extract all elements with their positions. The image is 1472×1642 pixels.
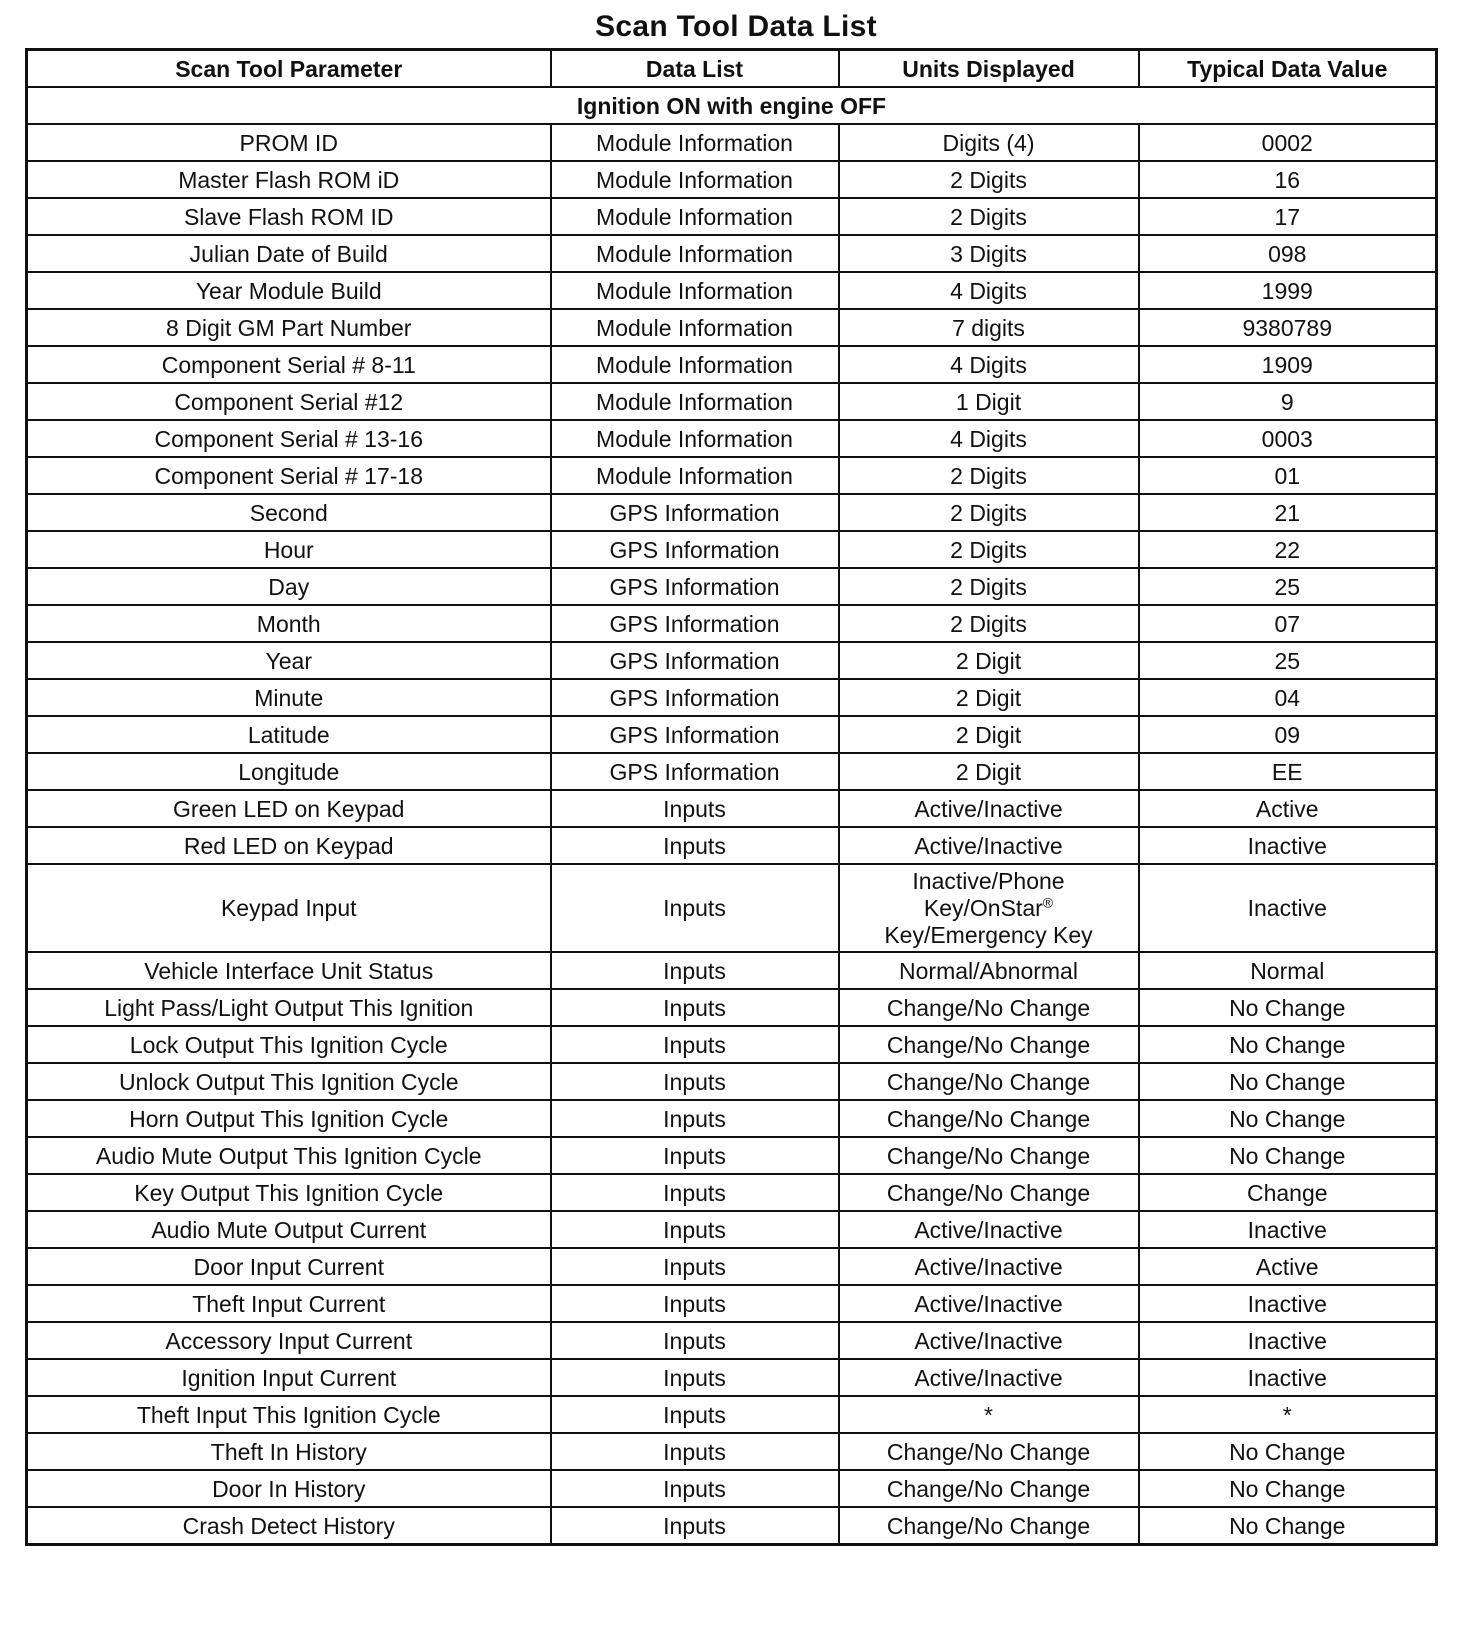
cell-units-displayed: Active/Inactive [839,1211,1139,1248]
cell-data-list: Module Information [551,124,839,161]
cell-typical-value: Active [1139,790,1437,827]
cell-units-displayed: 4 Digits [839,272,1139,309]
cell-parameter: Vehicle Interface Unit Status [27,952,551,989]
cell-units-displayed: Normal/Abnormal [839,952,1139,989]
cell-parameter: Slave Flash ROM ID [27,198,551,235]
cell-data-list: GPS Information [551,568,839,605]
table-row [27,1322,1437,1359]
cell-parameter: Minute [27,679,551,716]
cell-units-displayed: Active/Inactive [839,827,1139,864]
cell-typical-value: Active [1139,1248,1437,1285]
cell-typical-value: 01 [1139,457,1437,494]
table-row [27,531,1437,568]
cell-data-list: Inputs [551,1248,839,1285]
cell-typical-value: 22 [1139,531,1437,568]
cell-data-list: Module Information [551,346,839,383]
cell-data-list: GPS Information [551,605,839,642]
cell-parameter: PROM ID [27,124,551,161]
cell-typical-value: 04 [1139,679,1437,716]
table-row [27,1396,1437,1433]
cell-data-list: Inputs [551,1174,839,1211]
cell-parameter: Second [27,494,551,531]
table-row [27,383,1437,420]
cell-typical-value: 21 [1139,494,1437,531]
cell-typical-value: Normal [1139,952,1437,989]
cell-typical-value: 1999 [1139,272,1437,309]
cell-data-list: Inputs [551,827,839,864]
cell-typical-value: 17 [1139,198,1437,235]
cell-parameter: Component Serial # 8-11 [27,346,551,383]
cell-parameter: Year [27,642,551,679]
table-body [27,87,1437,1545]
cell-units-displayed: 2 Digits [839,457,1139,494]
cell-data-list: GPS Information [551,679,839,716]
cell-units-displayed: 2 Digit [839,679,1139,716]
cell-typical-value: Inactive [1139,1211,1437,1248]
table-row [27,1100,1437,1137]
cell-parameter: 8 Digit GM Part Number [27,309,551,346]
cell-typical-value: 0003 [1139,420,1437,457]
table-row [27,124,1437,161]
cell-parameter: Component Serial # 17-18 [27,457,551,494]
cell-parameter: Theft Input Current [27,1285,551,1322]
table-row [27,494,1437,531]
cell-data-list: Inputs [551,1285,839,1322]
table-row [27,1026,1437,1063]
table-row [27,198,1437,235]
table-row [27,1507,1437,1545]
cell-units-displayed: 7 digits [839,309,1139,346]
cell-units-displayed: Change/No Change [839,1026,1139,1063]
cell-typical-value: No Change [1139,1137,1437,1174]
cell-parameter: Master Flash ROM iD [27,161,551,198]
cell-units-displayed: 2 Digit [839,642,1139,679]
cell-data-list: GPS Information [551,494,839,531]
cell-units-displayed: 2 Digits [839,605,1139,642]
section-row [27,87,1437,124]
cell-data-list: Inputs [551,952,839,989]
cell-parameter: Light Pass/Light Output This Ignition [27,989,551,1026]
header-row [27,50,1437,88]
cell-typical-value: Inactive [1139,1359,1437,1396]
cell-units-displayed: Change/No Change [839,1137,1139,1174]
cell-typical-value: Inactive [1139,1322,1437,1359]
units-line: Inactive/Phone [912,867,1065,894]
cell-parameter: Julian Date of Build [27,235,551,272]
cell-typical-value: No Change [1139,1026,1437,1063]
cell-units-displayed: Active/Inactive [839,1359,1139,1396]
cell-data-list: Inputs [551,1137,839,1174]
cell-typical-value: Inactive [1139,864,1437,952]
cell-units-displayed: Change/No Change [839,1470,1139,1507]
units-line: Key/Emergency Key [884,921,1093,948]
cell-parameter: Audio Mute Output This Ignition Cycle [27,1137,551,1174]
cell-data-list: Module Information [551,383,839,420]
cell-typical-value: 25 [1139,642,1437,679]
cell-units-displayed: 2 Digits [839,494,1139,531]
cell-units-displayed: 1 Digit [839,383,1139,420]
cell-typical-value: Inactive [1139,827,1437,864]
table-row [27,827,1437,864]
cell-units-displayed: Active/Inactive [839,1248,1139,1285]
table-row [27,420,1437,457]
table-row [27,716,1437,753]
cell-units-displayed [839,864,1139,952]
registered-mark: ® [1042,893,1054,910]
scan-tool-data-table [25,48,1438,1546]
cell-parameter: Key Output This Ignition Cycle [27,1174,551,1211]
cell-typical-value: No Change [1139,989,1437,1026]
cell-typical-value: EE [1139,753,1437,790]
cell-data-list: Module Information [551,309,839,346]
cell-parameter: Year Module Build [27,272,551,309]
cell-data-list: Module Information [551,198,839,235]
cell-typical-value: 9380789 [1139,309,1437,346]
cell-parameter: Component Serial #12 [27,383,551,420]
table-row [27,1359,1437,1396]
cell-parameter: Horn Output This Ignition Cycle [27,1100,551,1137]
cell-units-displayed: 2 Digit [839,753,1139,790]
cell-parameter: Longitude [27,753,551,790]
cell-typical-value: No Change [1139,1433,1437,1470]
header-scan-tool-parameter: Scan Tool Parameter [27,50,551,88]
table-row [27,1285,1437,1322]
cell-data-list: Inputs [551,1470,839,1507]
table-row [27,1248,1437,1285]
cell-units-displayed: 4 Digits [839,420,1139,457]
units-line: Key/OnStar [923,894,1043,921]
cell-units-displayed: Active/Inactive [839,1322,1139,1359]
cell-parameter: Ignition Input Current [27,1359,551,1396]
table-row [27,235,1437,272]
table-row [27,1174,1437,1211]
cell-data-list: GPS Information [551,716,839,753]
table-row [27,1211,1437,1248]
cell-parameter: Day [27,568,551,605]
cell-data-list: Inputs [551,1100,839,1137]
cell-parameter: Theft Input This Ignition Cycle [27,1396,551,1433]
table-row [27,457,1437,494]
cell-data-list: Inputs [551,1211,839,1248]
cell-parameter: Theft In History [27,1433,551,1470]
table-row [27,1063,1437,1100]
header-data-list: Data List [551,50,839,88]
table-row [27,1470,1437,1507]
table-row [27,605,1437,642]
cell-units-displayed: 2 Digit [839,716,1139,753]
table-row [27,161,1437,198]
table-row [27,272,1437,309]
table-row [27,864,1437,952]
cell-data-list: GPS Information [551,753,839,790]
cell-typical-value: 07 [1139,605,1437,642]
cell-units-displayed: Change/No Change [839,1174,1139,1211]
cell-parameter: Month [27,605,551,642]
cell-units-displayed: Change/No Change [839,989,1139,1026]
cell-units-displayed: Active/Inactive [839,1285,1139,1322]
cell-parameter: Door In History [27,1470,551,1507]
cell-typical-value: 098 [1139,235,1437,272]
cell-data-list: Module Information [551,235,839,272]
table-row [27,679,1437,716]
cell-parameter: Component Serial # 13-16 [27,420,551,457]
cell-typical-value: No Change [1139,1100,1437,1137]
cell-units-displayed: 3 Digits [839,235,1139,272]
cell-data-list: Inputs [551,1322,839,1359]
cell-data-list: Inputs [551,1433,839,1470]
header-typical-data-value: Typical Data Value [1139,50,1437,88]
cell-typical-value: 25 [1139,568,1437,605]
table-row [27,790,1437,827]
cell-typical-value: 16 [1139,161,1437,198]
section-label: Ignition ON with engine OFF [27,87,1437,124]
table-row [27,952,1437,989]
cell-data-list: Inputs [551,1507,839,1545]
cell-typical-value: No Change [1139,1063,1437,1100]
cell-parameter: Red LED on Keypad [27,827,551,864]
cell-data-list: Module Information [551,272,839,309]
cell-units-displayed: Change/No Change [839,1433,1139,1470]
cell-typical-value: 09 [1139,716,1437,753]
cell-data-list: Inputs [551,1026,839,1063]
cell-typical-value: 9 [1139,383,1437,420]
cell-data-list: Inputs [551,989,839,1026]
cell-data-list: GPS Information [551,642,839,679]
cell-parameter: Latitude [27,716,551,753]
cell-units-displayed: Change/No Change [839,1063,1139,1100]
cell-data-list: Module Information [551,457,839,494]
cell-units-displayed: 2 Digits [839,531,1139,568]
cell-data-list: Inputs [551,790,839,827]
cell-units-displayed: 4 Digits [839,346,1139,383]
table-row [27,346,1437,383]
cell-units-displayed: 2 Digits [839,161,1139,198]
cell-data-list: GPS Information [551,531,839,568]
cell-typical-value: 1909 [1139,346,1437,383]
cell-units-displayed: Change/No Change [839,1100,1139,1137]
table-row [27,642,1437,679]
cell-units-displayed: Active/Inactive [839,790,1139,827]
cell-units-displayed: Digits (4) [839,124,1139,161]
cell-typical-value: Inactive [1139,1285,1437,1322]
page-title: Scan Tool Data List [595,10,877,43]
cell-parameter: Lock Output This Ignition Cycle [27,1026,551,1063]
cell-typical-value: No Change [1139,1470,1437,1507]
cell-units-displayed: 2 Digits [839,568,1139,605]
cell-typical-value: Change [1139,1174,1437,1211]
cell-parameter: Accessory Input Current [27,1322,551,1359]
table-row [27,1137,1437,1174]
table-row [27,1433,1437,1470]
cell-parameter: Door Input Current [27,1248,551,1285]
table-row [27,753,1437,790]
table-row [27,568,1437,605]
cell-parameter: Unlock Output This Ignition Cycle [27,1063,551,1100]
cell-parameter: Crash Detect History [27,1507,551,1545]
cell-parameter: Hour [27,531,551,568]
cell-parameter: Audio Mute Output Current [27,1211,551,1248]
cell-data-list: Inputs [551,1063,839,1100]
cell-typical-value: * [1139,1396,1437,1433]
table-row [27,309,1437,346]
cell-typical-value: 0002 [1139,124,1437,161]
cell-data-list: Inputs [551,1396,839,1433]
cell-units-displayed: 2 Digits [839,198,1139,235]
cell-units-displayed: Change/No Change [839,1507,1139,1545]
cell-parameter: Green LED on Keypad [27,790,551,827]
cell-data-list: Inputs [551,1359,839,1396]
cell-data-list: Inputs [551,864,839,952]
cell-typical-value: No Change [1139,1507,1437,1545]
cell-data-list: Module Information [551,161,839,198]
table-row [27,989,1437,1026]
cell-units-displayed: * [839,1396,1139,1433]
header-units-displayed: Units Displayed [839,50,1139,88]
cell-data-list: Module Information [551,420,839,457]
cell-parameter: Keypad Input [27,864,551,952]
